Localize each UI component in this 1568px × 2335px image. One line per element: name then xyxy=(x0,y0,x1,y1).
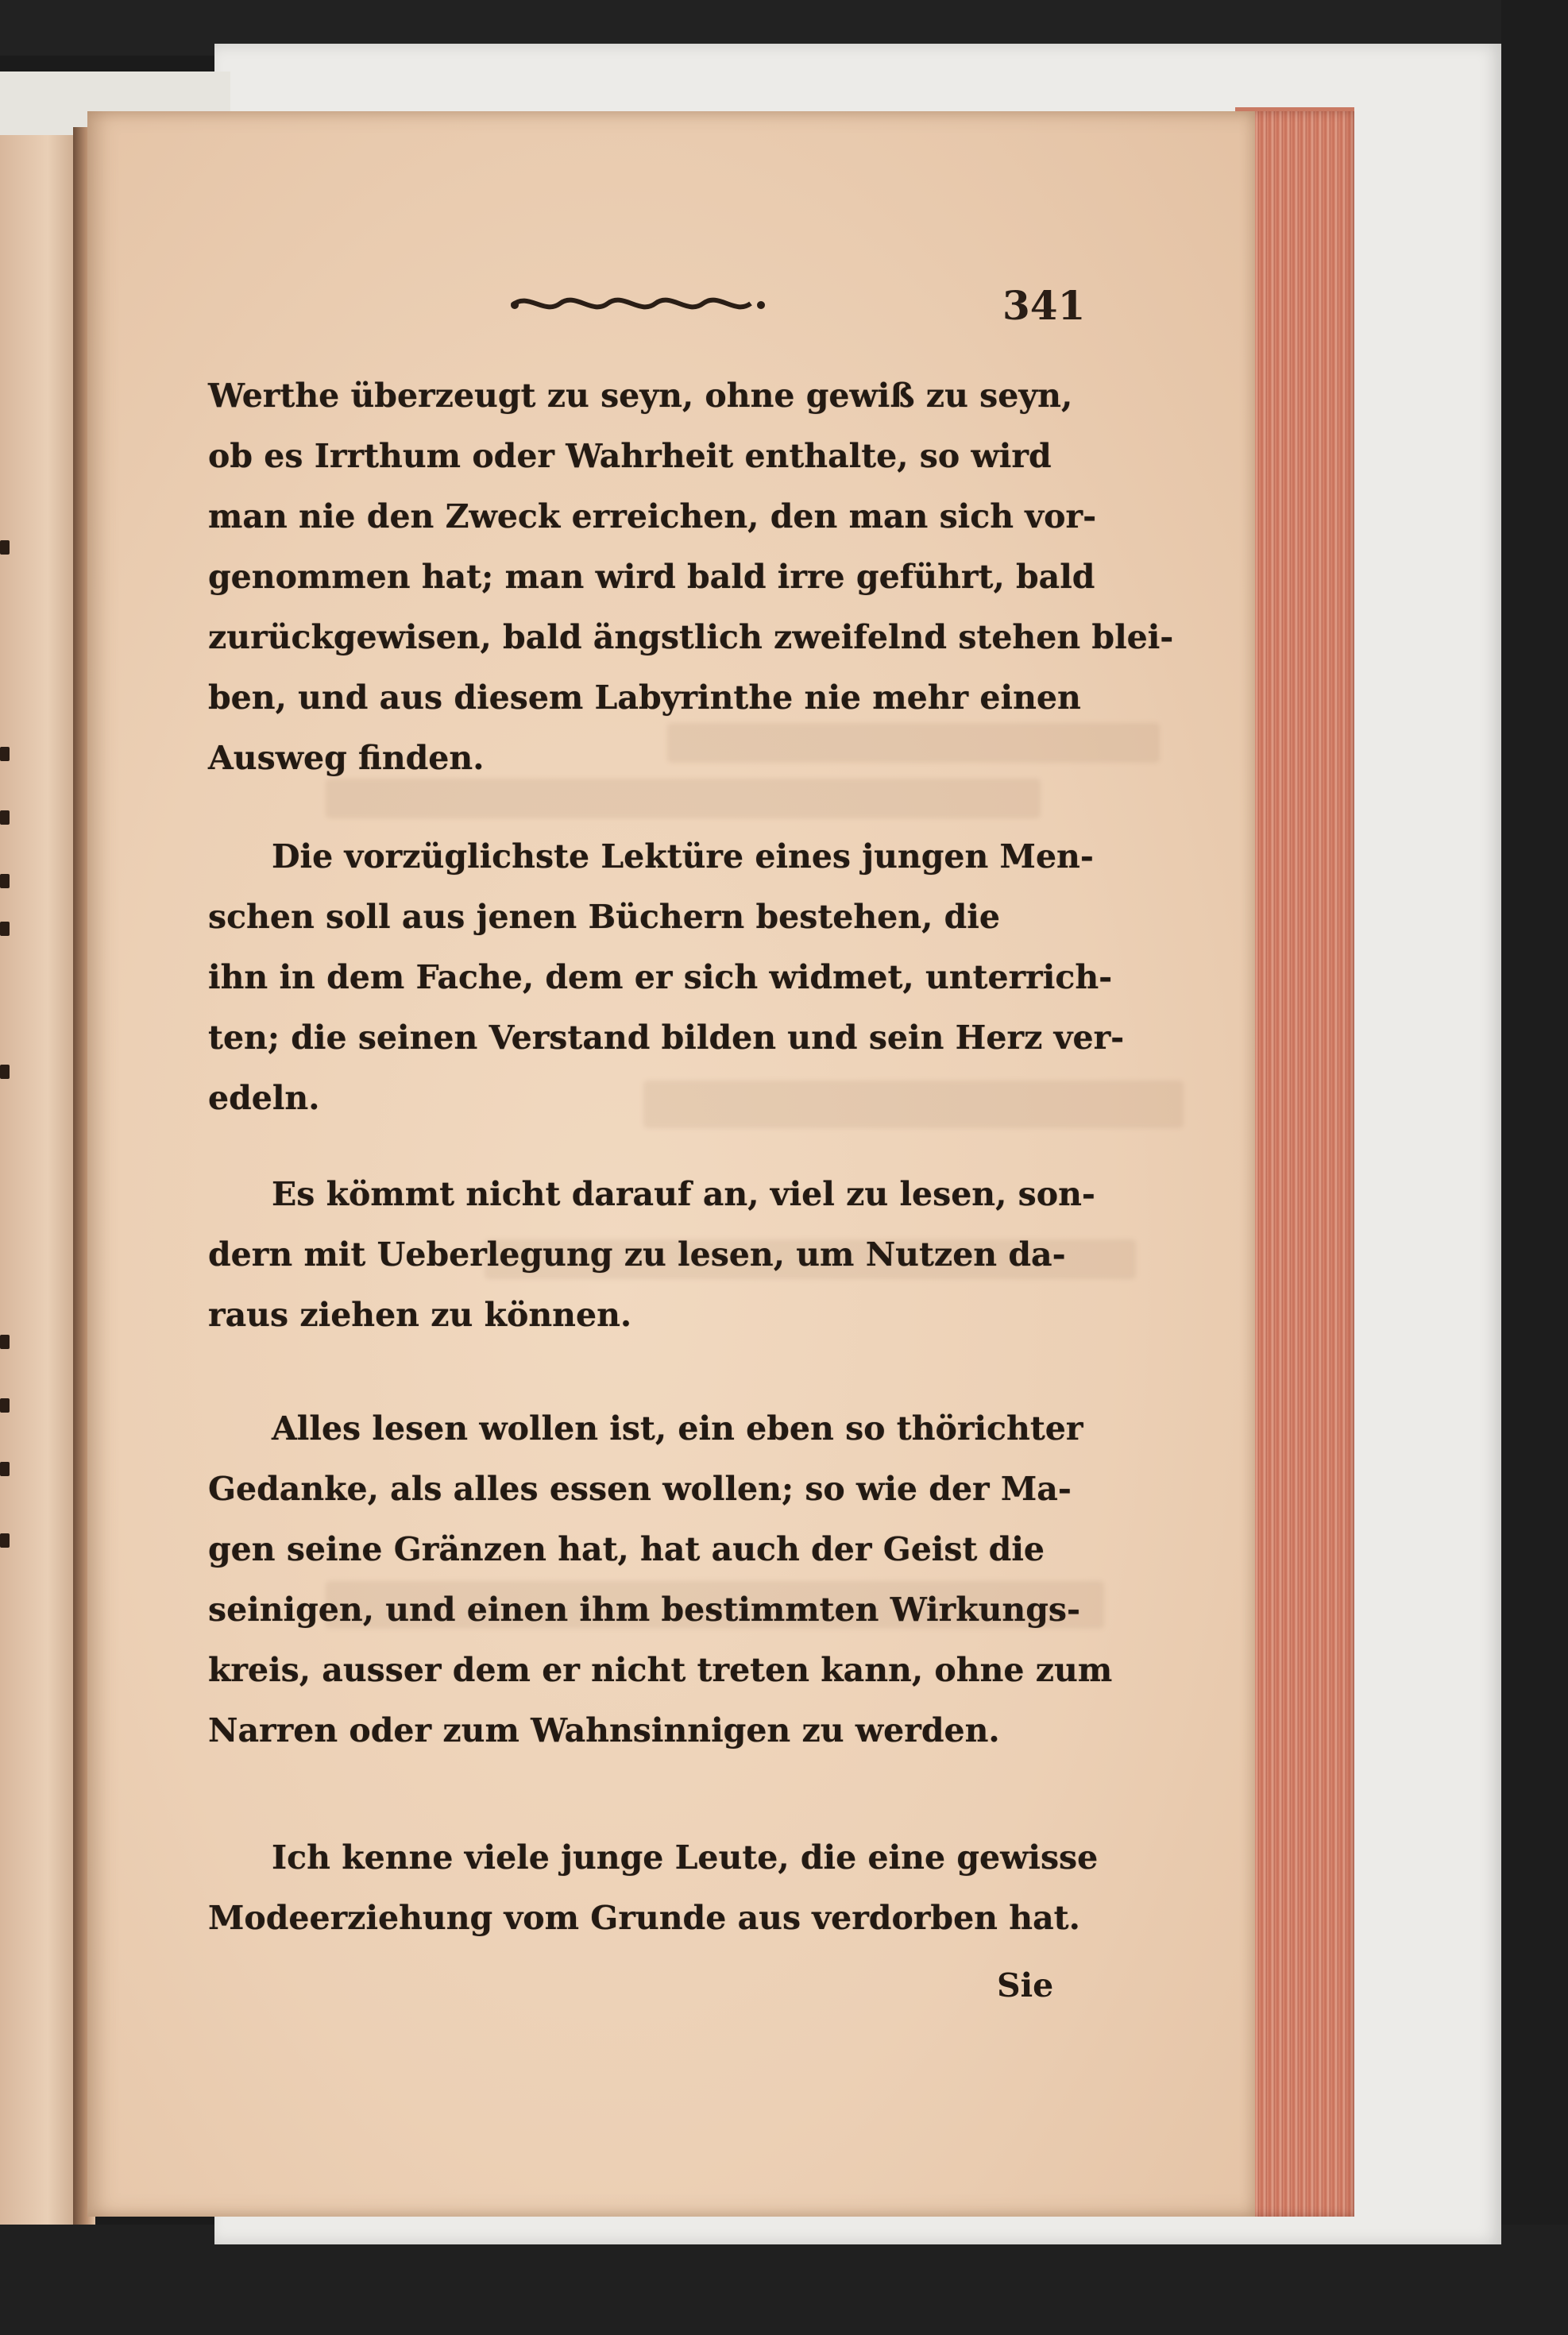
text-line: seinigen, und einen ihm bestimmten Wirkungs- xyxy=(208,1591,1080,1629)
text-line: Die vorzüglichste Lektüre eines jungen Men- xyxy=(272,837,1094,876)
text-line: Werthe überzeugt zu seyn, ohne gewiß zu seyn, xyxy=(208,377,1073,415)
text-line: Alles lesen wollen ist, ein eben so thörichter xyxy=(272,1409,1083,1448)
facing-page xyxy=(0,135,82,2225)
text-line: Modeerziehung vom Grunde aus verdorben hat. xyxy=(208,1899,1080,1937)
text-line: raus ziehen zu können. xyxy=(208,1296,632,1334)
text-line: gen seine Gränzen hat, hat auch der Geist die xyxy=(208,1530,1045,1568)
catchword: Sie xyxy=(997,1966,1054,2004)
page-number: 341 xyxy=(1002,282,1086,329)
header-ornament xyxy=(508,288,770,319)
paragraph-4 xyxy=(208,1398,1130,1761)
text-line: zurückgewisen, bald ängstlich zweifelnd stehen blei- xyxy=(208,618,1174,656)
text-line: Narren oder zum Wahnsinnigen zu werden. xyxy=(208,1711,1000,1749)
text-line: ihn in dem Fache, dem er sich widmet, unterrich- xyxy=(208,958,1113,996)
text-line: Ausweg finden. xyxy=(208,739,485,777)
text-line: schen soll aus jenen Büchern bestehen, die xyxy=(208,898,1000,936)
text-line: kreis, ausser dem er nicht treten kann, ohne zum xyxy=(208,1651,1113,1689)
paragraph-1 xyxy=(208,365,1174,788)
text-line: Es kömmt nicht darauf an, viel zu lesen, son- xyxy=(272,1175,1095,1213)
text-line: genommen hat; man wird bald irre geführt, bald xyxy=(208,558,1095,596)
paragraph-5 xyxy=(208,1827,1130,1948)
paragraph-2 xyxy=(208,826,1130,1128)
text-line: edeln. xyxy=(208,1079,320,1117)
background-right xyxy=(1501,0,1568,2335)
paragraph-3 xyxy=(208,1164,1130,1345)
text-line: Gedanke, als alles essen wollen; so wie der Ma- xyxy=(208,1470,1072,1508)
text-line: ben, und aus diesem Labyrinthe nie mehr einen xyxy=(208,678,1081,717)
facing-page-text-fragments xyxy=(0,508,11,1621)
text-line: dern mit Ueberlegung zu lesen, um Nutzen da- xyxy=(208,1235,1066,1274)
text-line: man nie den Zweck erreichen, den man sich vor- xyxy=(208,497,1097,535)
text-line: ten; die seinen Verstand bilden und sein Herz ver- xyxy=(208,1019,1125,1057)
text-line: ob es Irrthum oder Wahrheit enthalte, so wird xyxy=(208,437,1052,475)
text-line: Ich kenne viele junge Leute, die eine gewisse xyxy=(272,1838,1099,1877)
